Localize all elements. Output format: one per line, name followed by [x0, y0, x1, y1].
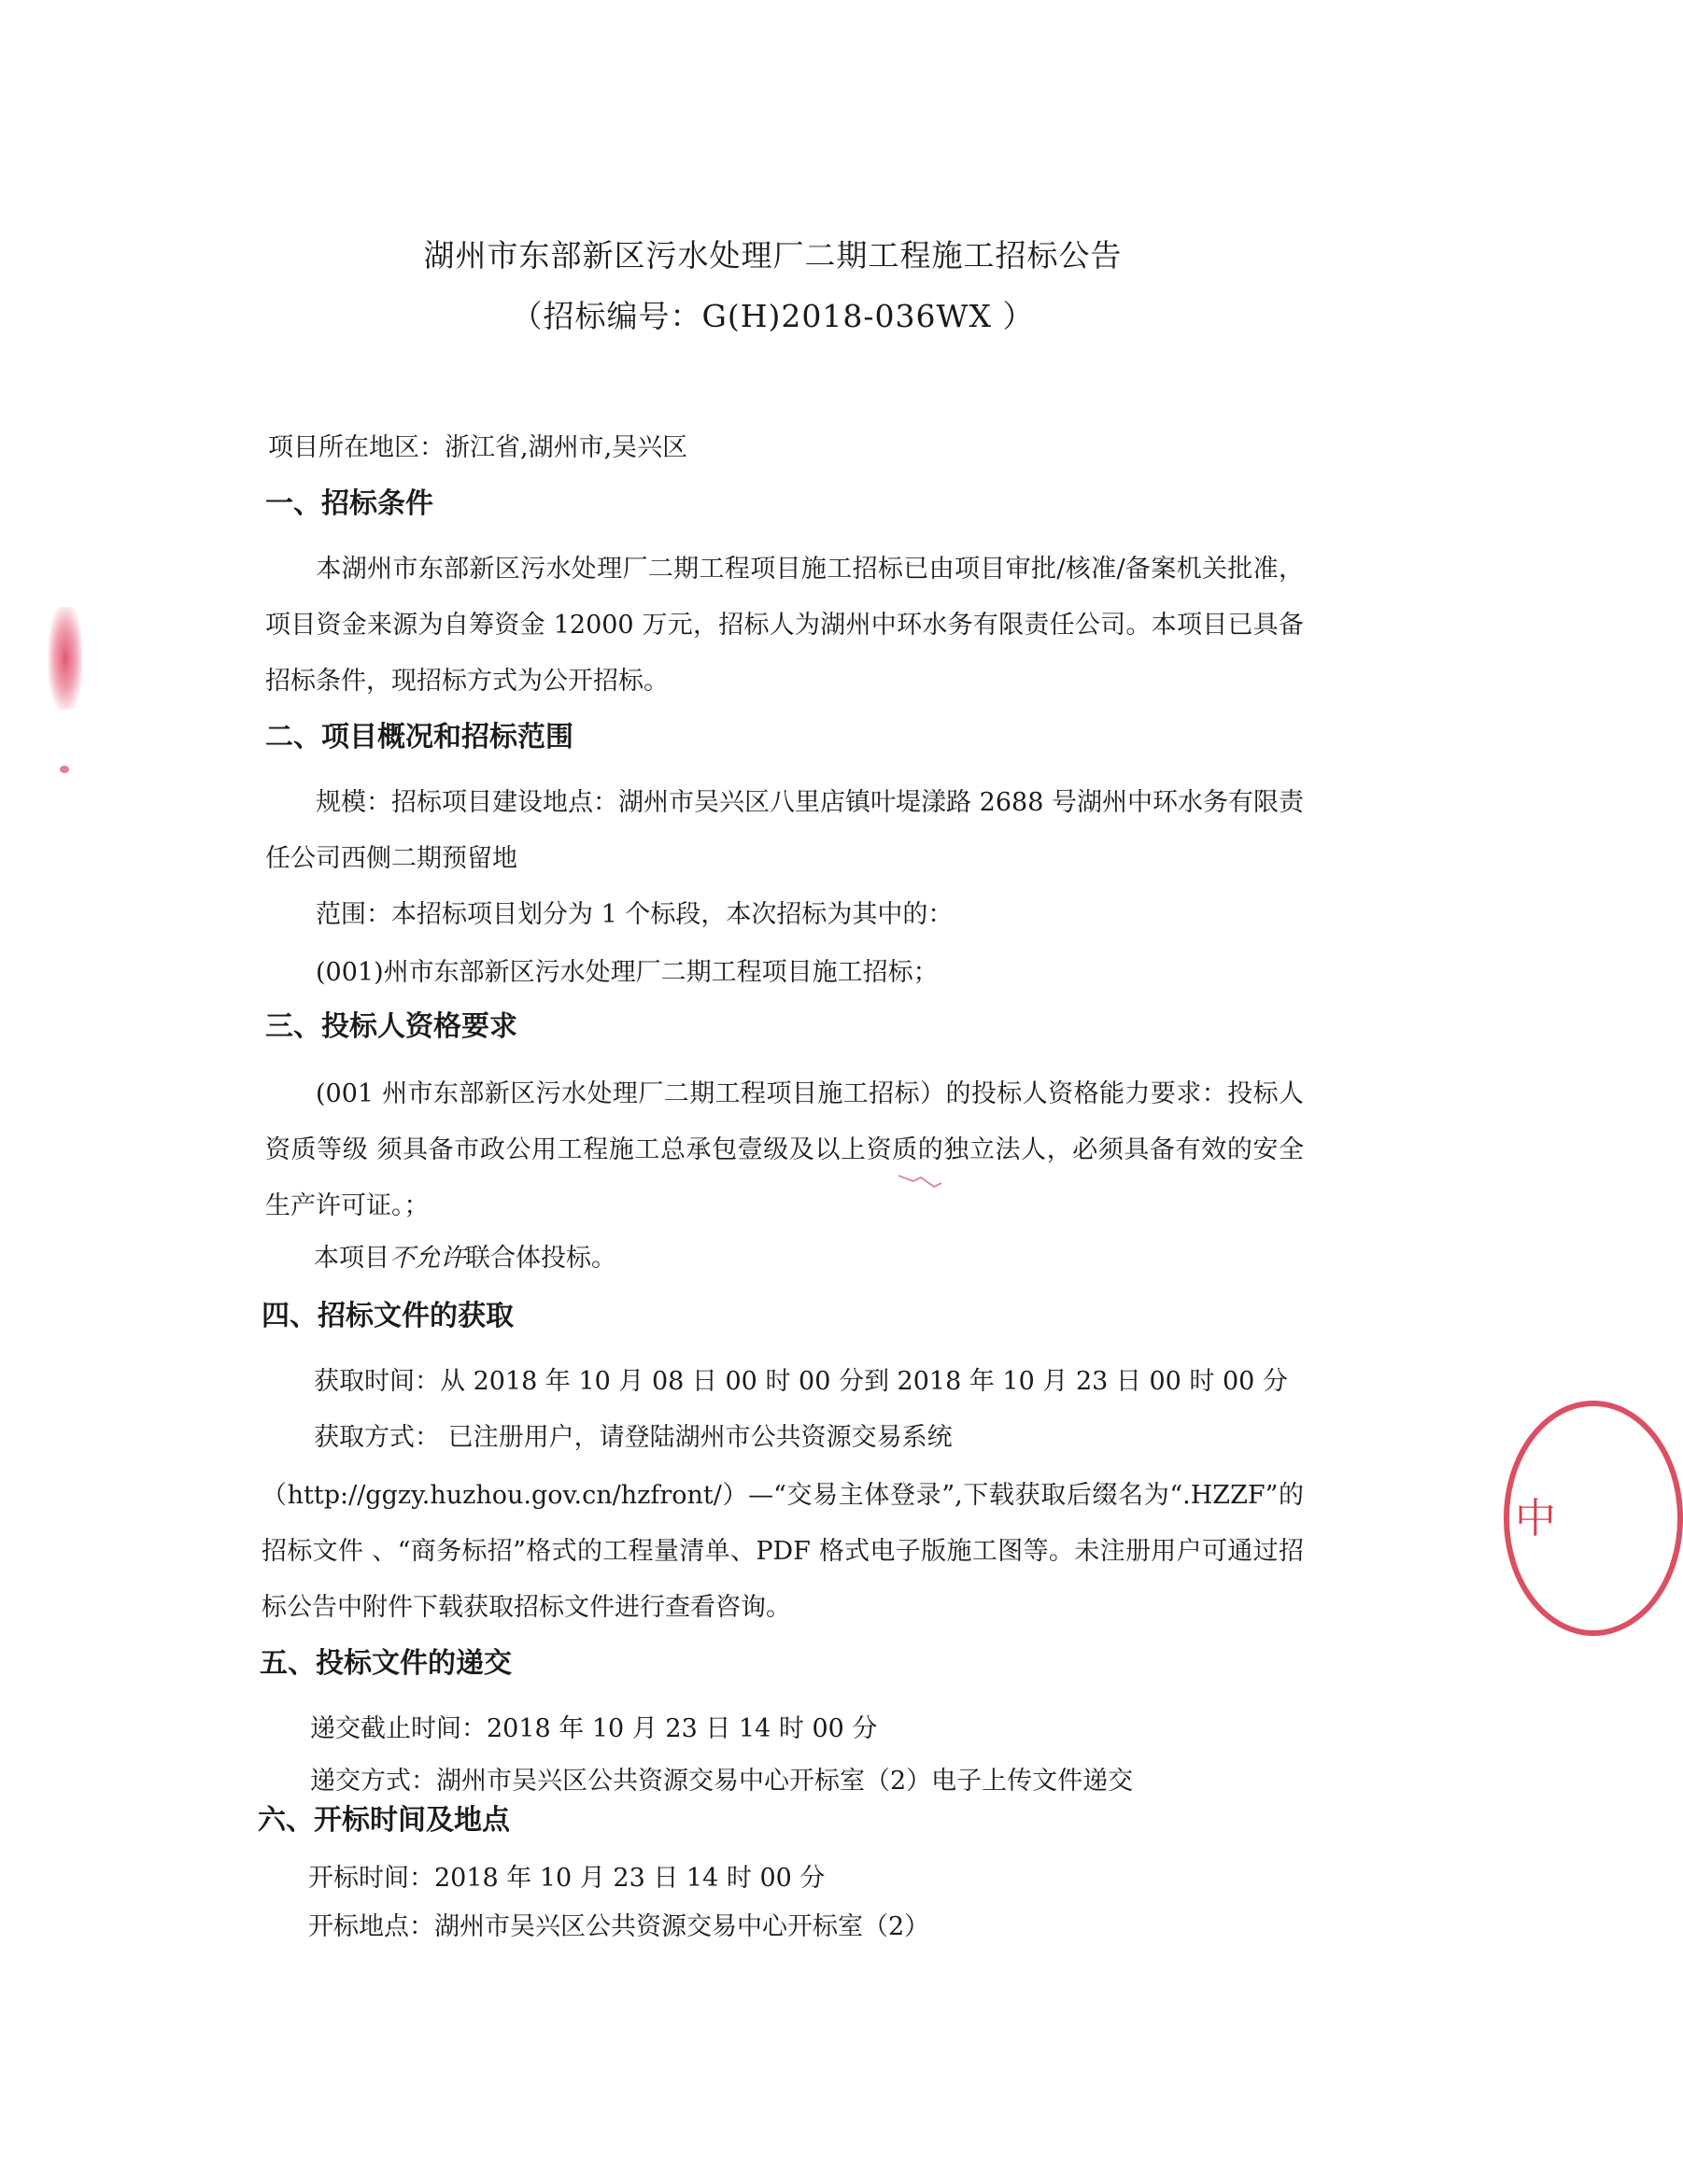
tender-number: （招标编号：G(H)2018-036WX ） [511, 298, 1035, 334]
section6-place: 开标地点：湖州市吴兴区公共资源交易中心开标室（2） [308, 1912, 930, 1941]
section3-text: (001 州市东部新区污水处理厂二期工程项目施工招标）的投标人资格能力要求：投标人资质等级 须具备市政公用工程施工总承包壹级及以上资质的独立法人，必须具备有效的安全生产许可证。； [265, 1079, 1304, 1220]
section-heading-2: 二、项目概况和招标范围 [265, 721, 573, 754]
red-stamp-fragment-left [49, 607, 82, 710]
document-title: 湖州市东部新区污水处理厂二期工程施工招标公告 [423, 237, 1123, 274]
section2-scale-text: 规模：招标项目建设地点：湖州市吴兴区八里店镇叶堤漾路 2688 号湖州中环水务有限责任公司西侧二期预留地 [265, 788, 1304, 873]
section-heading-3: 三、投标人资格要求 [265, 1010, 517, 1043]
section1-text: 本湖州市东部新区污水处理厂二期工程项目施工招标已由项目审批/核准/备案机关批准，项目资金来源为自筹资金 12000 万元，招标人为湖州中环水务有限责任公司。本项目已具备招标条件，现招标方式为公开招标。 [265, 555, 1304, 696]
red-ink-dot [60, 766, 69, 773]
section-heading-4: 四、招标文件的获取 [262, 1300, 514, 1332]
section-heading-6: 六、开标时间及地点 [258, 1804, 510, 1837]
project-region: 项目所在地区：浙江省,湖州市,吴兴区 [268, 433, 688, 462]
section4-time: 获取时间：从 2018 年 10 月 08 日 00 时 00 分到 2018 年 10 月 23 日 00 时 00 分 [314, 1367, 1288, 1396]
joint-suffix: 联合体投标。 [465, 1244, 616, 1273]
section1-paragraph [265, 542, 1304, 710]
section2-range: 范围：本招标项目划分为 1 个标段，本次招标为其中的： [316, 900, 954, 929]
section-heading-5: 五、投标文件的递交 [260, 1647, 512, 1680]
section4-method: 获取方式： 已注册用户，请登陆湖州市公共资源交易系统 [314, 1423, 953, 1452]
section6-time: 开标时间：2018 年 10 月 23 日 14 时 00 分 [308, 1864, 826, 1893]
joint-prefix: 本项目 [314, 1244, 389, 1273]
section2-lot: (001)州市东部新区污水处理厂二期工程项目施工招标； [316, 958, 939, 987]
section2-scale [265, 775, 1304, 887]
section-heading-1: 一、招标条件 [265, 487, 433, 520]
section3-paragraph [265, 1066, 1304, 1234]
section5-method: 递交方式：湖州市吴兴区公共资源交易中心开标室（2）电子上传文件递交 [310, 1767, 1134, 1796]
section3-joint-bidding [314, 1240, 616, 1277]
joint-not-allowed: 不允许 [389, 1244, 465, 1273]
section5-deadline: 递交截止时间：2018 年 10 月 23 日 14 时 00 分 [310, 1714, 878, 1743]
section4-paragraph: （http://ggzy.huzhou.gov.cn/hzfront/）—“交易主体登录”,下载获取后缀名为“.HZZF”的招标文件 、“商务标招”格式的工程量清单、PDF 格式电子版施工图等。未注册用户可通过招标公告中附件下载获取招标文件进行查看咨询。 [262, 1481, 1304, 1622]
seal-character: 中 [1515, 1495, 1556, 1543]
